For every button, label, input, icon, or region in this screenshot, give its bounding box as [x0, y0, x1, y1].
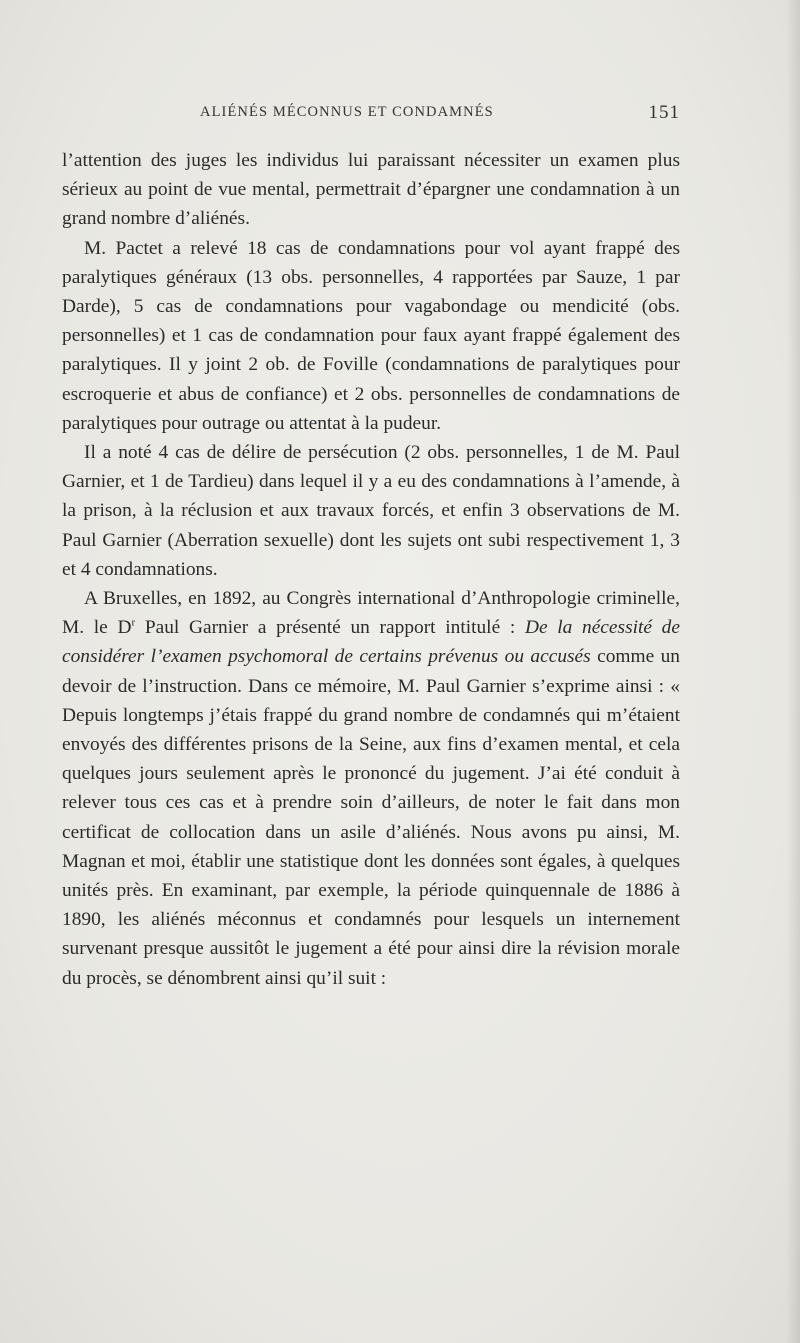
body-text	[62, 146, 680, 993]
paragraph-2: M. Pactet a relevé 18 cas de condamnations pour vol ayant frappé des paralytiques généraux (13 obs. personnelles, 4 rapportées par Sauze, 1 par Darde), 5 cas de condamnations pour vagabondage ou mendicité (obs. personnelles) et 1 cas de condamnation pour faux ayant frappé également des paralytiques. Il y joint 2 ob. de Foville (condamnations de paralytiques pour escroquerie et abus de confiance) et 2 obs. personnelles de condamnations de paralytiques pour outrage ou attentat à la pudeur.	[62, 237, 680, 434]
running-head: ALIÉNÉS MÉCONNUS ET CONDAMNÉS	[200, 104, 494, 120]
doctor-abbrev-superscript: r	[131, 616, 136, 629]
paragraph-4-middle: Paul Garnier a présenté un rapport intitulé :	[135, 617, 525, 639]
page-header	[62, 104, 680, 134]
paragraph-4	[62, 584, 680, 993]
page-edge-shadow	[786, 0, 800, 1343]
paragraph-4-before: A Bruxelles, en 1892, au Congrès international d’Anthropologie criminelle, M. le D	[62, 588, 680, 639]
page-number: 151	[648, 102, 680, 123]
paragraph-3: Il a noté 4 cas de délire de persécution (2 obs. personnelles, 1 de M. Paul Garnier, et 1 de Tardieu) dans lequel il y a eu des condamnations à l’amende, à la prison, à la réclusion et aux travaux forcés, et enfin 3 observations de M. Paul Garnier (Aberration sexuelle) dont les sujets ont subi respectivement 1, 3 et 4 condamnations.	[62, 442, 680, 580]
paragraph-4-after: comme un devoir de l’instruction. Dans ce mémoire, M. Paul Garnier s’exprime ainsi : « Depuis longtemps j’étais frappé du grand nombre de condamnés qui m’étaient envoyés des différentes prisons de la Seine, aux fins d’examen mental, et cela quelques jours seulement après le prononcé du jugement. J’ai été conduit à relever tous ces cas et à prendre soin d’ailleurs, de noter le fait dans mon certificat de collocation dans un asile d’aliénés. Nous avons pu ainsi, M. Magnan et moi, établir une statistique dont les données sont égales, à quelques unités près. En examinant, par exemple, la période quinquennale de 1886 à 1890, les aliénés méconnus et condamnés pour lesquels un internement survenant presque aussitôt le jugement a été pour ainsi dire la révision morale du procès, se dénombrent ainsi qu’il suit :	[62, 646, 680, 989]
report-title: De la nécessité de considérer l’examen psychomoral de certains prévenus ou accusés	[62, 617, 680, 668]
paragraph-1: l’attention des juges les individus lui paraissant nécessiter un examen plus sérieux au point de vue mental, permettrait d’épargner une condamnation à un grand nombre d’aliénés.	[62, 150, 680, 230]
